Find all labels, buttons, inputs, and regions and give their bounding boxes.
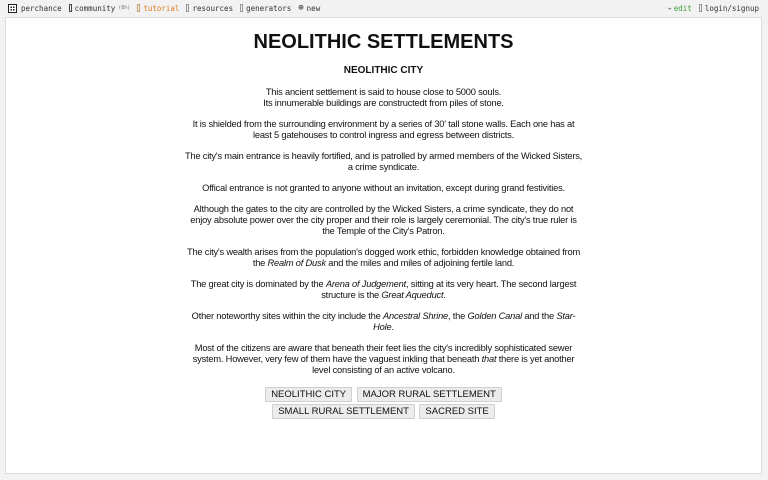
chat-icon (69, 4, 72, 12)
paragraph-sewers (184, 343, 584, 376)
sacred-site-button[interactable]: SACRED SITE (419, 404, 494, 419)
generator-output-panel (5, 17, 762, 474)
paragraph-population (184, 87, 584, 109)
text: The great city is dominated by the (190, 279, 326, 289)
paragraph-line: This ancient settlement is said to house close to 5000 souls. (265, 87, 502, 97)
settlement-buttons (184, 386, 584, 420)
nav-edit-label: edit (673, 3, 692, 13)
nav-edit[interactable] (668, 4, 692, 13)
pencil-icon: ✏ (668, 4, 672, 12)
nav-perchance-label: perchance (21, 3, 62, 13)
paragraph-walls: It is shielded from the surrounding environment by a series of 30' tall stone walls. Each one has at least 5 gatehouses to control ingress and egress between districts. (192, 119, 575, 140)
folder-icon (186, 4, 189, 12)
text: , the (448, 311, 468, 321)
text: The city's wealth arises from the population's dogged work ethic, forbidden knowledge obtained from the (186, 247, 581, 268)
dice-icon (8, 4, 17, 13)
text: there is yet another level consisting of an active volcano. (312, 354, 575, 375)
nav-community-label: community (74, 3, 116, 13)
user-icon (699, 4, 702, 12)
list-icon (240, 4, 243, 12)
page-title: NEOLITHIC SETTLEMENTS (253, 31, 514, 53)
text: . (391, 322, 394, 332)
paragraph-entrance: The city's main entrance is heavily fortified, and is patrolled by armed members of the Wicked Sisters, a crime syndicate. (184, 151, 583, 172)
text: . (443, 290, 446, 300)
paragraph-sites (184, 311, 584, 333)
settlement-type-heading: NEOLITHIC CITY (343, 65, 424, 76)
text: and the miles and miles of adjoining fertile land. (325, 258, 515, 268)
place-name: Great Aqueduct (381, 290, 444, 300)
top-nav-bar (0, 0, 768, 16)
emphasis: that (481, 354, 497, 364)
place-name: Golden Canal (467, 311, 522, 321)
nav-login[interactable] (699, 4, 759, 13)
neolithic-city-button[interactable]: NEOLITHIC CITY (265, 387, 352, 402)
small-rural-settlement-button[interactable]: SMALL RURAL SETTLEMENT (272, 404, 415, 419)
nav-perchance[interactable] (8, 4, 62, 13)
nav-login-label: login/signup (704, 3, 759, 13)
text: , sitting at its very heart. The second largest structure is the (321, 279, 577, 300)
paragraph-official-entrance: Offical entrance is not granted to anyone without an invitation, except during grand festivities. (202, 183, 565, 193)
top-nav-right (668, 4, 768, 13)
text: and the (521, 311, 557, 321)
text: Other noteworthy sites within the city include the (191, 311, 383, 321)
nav-tutorial-label: tutorial (143, 3, 180, 13)
major-rural-settlement-button[interactable]: MAJOR RURAL SETTLEMENT (357, 387, 502, 402)
community-count: (8h) (118, 5, 131, 11)
nav-resources-label: resources (192, 3, 234, 13)
place-name: Star-Hole (373, 311, 576, 332)
place-name: Ancestral Shrine (383, 311, 449, 321)
book-icon (137, 4, 140, 12)
paragraph-rulers: Although the gates to the city are controlled by the Wicked Sisters, a crime syndicate, they do not enjoy absolute power over the city proper and their role is largely ceremonial. The city's true ruler is the Temple of the City's Patron. (190, 204, 577, 236)
nav-generators[interactable] (240, 4, 291, 13)
paragraph-line: Its innumerable buildings are constructedt from piles of stone. (263, 98, 504, 108)
place-name: Arena of Judgement (325, 279, 406, 289)
paragraph-wealth (184, 247, 584, 269)
top-nav-left (0, 3, 327, 13)
place-name: Realm of Dusk (267, 258, 326, 268)
nav-tutorial[interactable] (137, 4, 179, 13)
nav-generators-label: generators (246, 3, 292, 13)
nav-new-label: new (306, 3, 321, 13)
plus-circle-icon: ⊕ (298, 3, 304, 13)
nav-community[interactable] (69, 4, 131, 13)
text: Most of the citizens are aware that beneath their feet lies the city's incredibly sophisticated sewer system. However, very few of them have the vaguest inkling that beneath (192, 343, 573, 364)
nav-resources[interactable] (186, 4, 233, 13)
nav-new[interactable] (298, 3, 320, 13)
generator-content (184, 31, 584, 420)
paragraph-structures (184, 279, 584, 301)
